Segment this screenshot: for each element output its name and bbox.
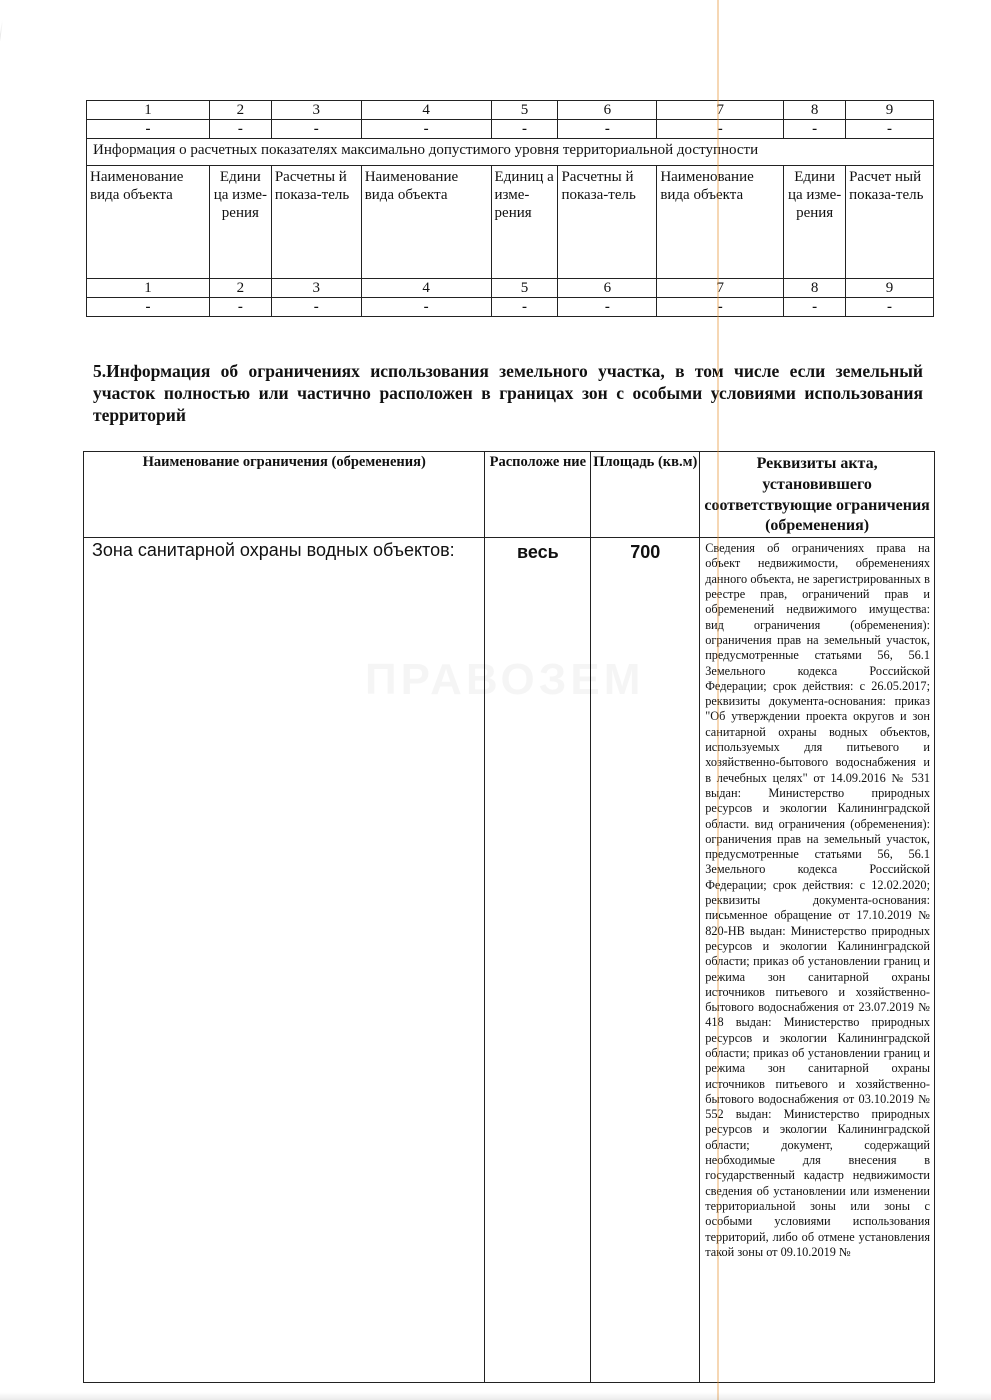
header-restriction-name: Наименование ограничения (обременения) bbox=[84, 452, 485, 538]
dash-cell: - bbox=[87, 298, 210, 317]
header-cell: Единиц а изме-рения bbox=[491, 166, 558, 279]
scan-bottom-edge bbox=[0, 1392, 991, 1400]
header-cell: Расчет ный показа-тель bbox=[846, 166, 934, 279]
dash-cell: - bbox=[271, 298, 361, 317]
col-number: 4 bbox=[361, 279, 491, 298]
col-number: 9 bbox=[846, 279, 934, 298]
col-number: 6 bbox=[558, 279, 657, 298]
header-row bbox=[87, 166, 934, 279]
watermark bbox=[365, 655, 625, 705]
restrictions-header-row bbox=[84, 452, 935, 538]
col-number: 2 bbox=[209, 279, 271, 298]
header-cell: Едини ца изме-рения bbox=[784, 166, 846, 279]
caption-row bbox=[87, 139, 934, 166]
col-number: 1 bbox=[87, 279, 210, 298]
header-area: Площадь (кв.м) bbox=[591, 452, 700, 538]
scan-fold-line bbox=[717, 0, 719, 1400]
col-number: 3 bbox=[271, 279, 361, 298]
header-cell: Наименование вида объекта bbox=[87, 166, 210, 279]
dash-cell: - bbox=[209, 298, 271, 317]
dash-cell: - bbox=[491, 120, 558, 139]
col-number: 6 bbox=[558, 101, 657, 120]
col-number: 1 bbox=[87, 101, 210, 120]
col-number: 3 bbox=[271, 101, 361, 120]
restriction-location: весь bbox=[485, 538, 591, 1383]
dash-cell: - bbox=[558, 298, 657, 317]
empty-values-row bbox=[87, 298, 934, 317]
dash-cell: - bbox=[846, 298, 934, 317]
dash-cell: - bbox=[87, 120, 210, 139]
dash-cell: - bbox=[491, 298, 558, 317]
empty-values-row bbox=[87, 120, 934, 139]
dash-cell: - bbox=[558, 120, 657, 139]
restriction-name: Зона санитарной охраны водных объектов: bbox=[84, 538, 485, 1383]
col-number: 7 bbox=[657, 279, 784, 298]
dash-cell: - bbox=[209, 120, 271, 139]
header-cell: Едини ца изме-рения bbox=[209, 166, 271, 279]
dash-cell: - bbox=[657, 298, 784, 317]
header-cell: Расчетны й показа-тель bbox=[271, 166, 361, 279]
dash-cell: - bbox=[784, 120, 846, 139]
column-numbers-row bbox=[87, 279, 934, 298]
header-location: Расположе ние bbox=[485, 452, 591, 538]
dash-cell: - bbox=[846, 120, 934, 139]
table-caption: Информация о расчетных показателях максимально допустимого уровня территориальной доступности bbox=[87, 139, 934, 166]
restrictions-table bbox=[83, 451, 935, 1383]
restriction-area: 700 bbox=[591, 538, 700, 1383]
dash-cell: - bbox=[271, 120, 361, 139]
header-cell: Расчетны й показа-тель bbox=[558, 166, 657, 279]
col-number: 5 bbox=[491, 101, 558, 120]
dash-cell: - bbox=[361, 298, 491, 317]
restriction-requisites: Сведения об ограничениях права на объект недвижимости, обременениях данного объекта, не зарегистрированных в реестре прав, ограничений прав и обременений недвижимого имущества: вид ограничения (обременения): ограничения прав на земельный участок, предусмотренные статьями 56, 56.1 Земельного кодекса Российской Федерации; срок действия: с 26.05.2017; реквизиты документа-основания: приказ "Об утверждении проекта округов и зон санитарной охраны водных объектов, используемых для питьевого и хозяйственно-бытового водоснабжения и в лечебных целях" от 14.09.2016 № 531 выдан: Министерство природных ресурсов и экологии Калининградской области. вид ограничения (обременения): ограничения прав на земельный участок, предусмотренные статьями 56, 56.1 Земельного кодекса Российской Федерации; срок действия: с 12.02.2020; реквизиты документа-основания: письменное обращение от 17.10.2019 № 820-НВ выдан: Министерство природных ресурсов и экологии Калининградской области; приказ об установлении границ и режима зон санитарной охраны источников питьевого и хозяйственно-бытового водоснабжения от 23.07.2019 № 418 выдан: Министерство природных ресурсов и экологии Калининградской области; приказ об установлении границ и режима зон санитарной охраны источников питьевого и хозяйственно-бытового водоснабжения от 03.10.2019 № 552 выдан: Министерство природных ресурсов и экологии Калининградской области; документ, содержащий необходимые для внесения в государственный кадастр недвижимости сведения об установлении или изменении территориальной зоны или зоны с особыми условиями использования территорий, либо об отмене установления такой зоны от 09.10.2019 № bbox=[700, 538, 935, 1383]
dash-cell: - bbox=[361, 120, 491, 139]
header-cell: Наименование вида объекта bbox=[657, 166, 784, 279]
col-number: 9 bbox=[846, 101, 934, 120]
section-5-title: 5.Информация об ограничениях использования земельного участка, в том числе если земельный участок полностью или частично расположен в границах зон с особыми условиями использования территорий bbox=[93, 361, 923, 425]
territorial-accessibility-table bbox=[86, 100, 934, 317]
col-number: 7 bbox=[657, 101, 784, 120]
col-number: 8 bbox=[784, 279, 846, 298]
column-numbers-row bbox=[87, 101, 934, 120]
col-number: 8 bbox=[784, 101, 846, 120]
header-cell: Наименование вида объекта bbox=[361, 166, 491, 279]
col-number: 5 bbox=[491, 279, 558, 298]
dash-cell: - bbox=[657, 120, 784, 139]
col-number: 2 bbox=[209, 101, 271, 120]
scan-artifact bbox=[0, 20, 3, 396]
col-number: 4 bbox=[361, 101, 491, 120]
dash-cell: - bbox=[784, 298, 846, 317]
header-requisites: Реквизиты акта, установившего соответствующие ограничения (обременения) bbox=[700, 452, 935, 538]
